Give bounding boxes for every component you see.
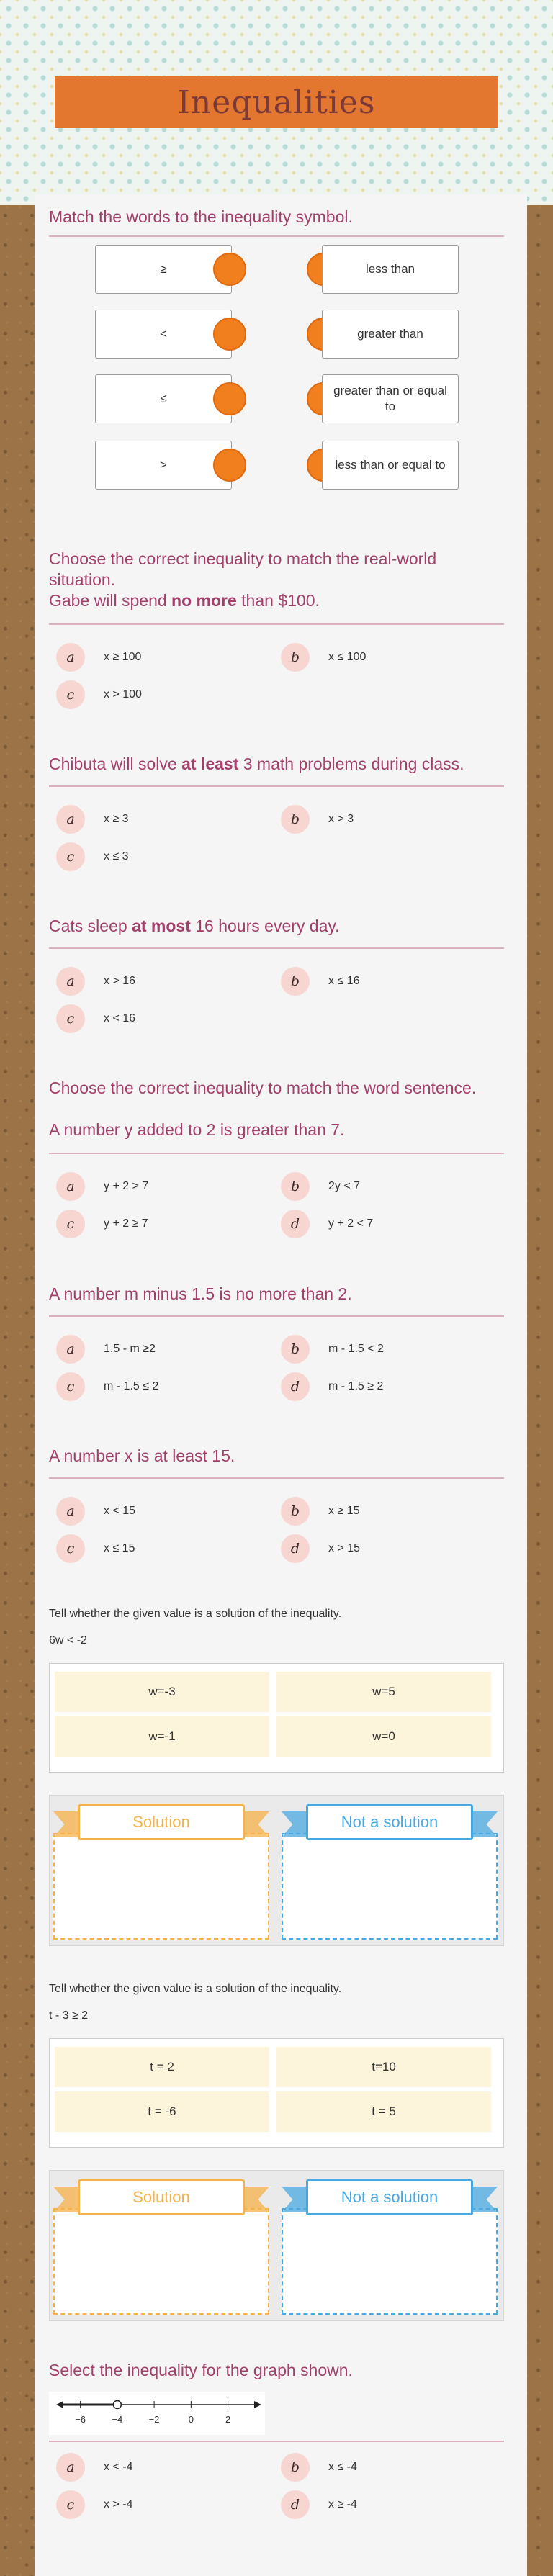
tick-label: −4 xyxy=(112,2414,123,2425)
solution-drop-zone[interactable] xyxy=(53,2208,269,2315)
option-text: m - 1.5 < 2 xyxy=(328,1343,384,1355)
answer-option[interactable] xyxy=(56,967,135,996)
question-text: Select the inequality for the graph shown. xyxy=(49,2361,353,2379)
emphasis-text: at most xyxy=(132,917,191,935)
option-letter-badge: d xyxy=(281,1534,310,1563)
option-letter-badge: c xyxy=(56,680,85,709)
right-arrowhead xyxy=(254,2401,261,2408)
draggable-value-tile[interactable]: t = 2 xyxy=(55,2047,269,2087)
match-connector-dot[interactable] xyxy=(213,318,246,351)
answer-option[interactable] xyxy=(56,1172,148,1201)
sort-panel xyxy=(49,1795,504,1946)
option-text: x > -4 xyxy=(104,2498,133,2510)
option-letter-badge: b xyxy=(281,1335,310,1364)
draggable-value-tile[interactable]: w=5 xyxy=(276,1672,491,1712)
question-text-part: Choose the correct inequality to match the word sentence. xyxy=(49,1078,477,1097)
option-text: m - 1.5 ≤ 2 xyxy=(104,1380,159,1392)
match-symbol-card[interactable]: ≥ xyxy=(95,245,232,294)
solution-label: Solution xyxy=(78,1804,245,1840)
option-text: 1.5 - m ≥2 xyxy=(104,1343,156,1355)
match-symbol-card[interactable]: < xyxy=(95,310,232,359)
answer-option[interactable] xyxy=(56,1372,158,1401)
question-text-part: Cats sleep xyxy=(49,917,132,935)
option-text: x ≥ 3 xyxy=(104,813,129,825)
option-text: x ≤ 100 xyxy=(328,651,367,663)
not-solution-ribbon xyxy=(282,1801,498,1845)
answer-option[interactable] xyxy=(56,842,129,871)
question-text xyxy=(49,1446,503,1467)
question-text xyxy=(49,549,503,590)
option-text: x > 15 xyxy=(328,1542,361,1554)
option-letter-badge: d xyxy=(281,2490,310,2519)
option-letter-badge: d xyxy=(281,1372,310,1401)
answer-option[interactable] xyxy=(281,1172,360,1201)
question-text xyxy=(49,590,503,611)
divider xyxy=(49,1153,504,1154)
answer-option[interactable] xyxy=(56,1335,156,1364)
option-text: x > 16 xyxy=(104,975,136,987)
answer-option[interactable] xyxy=(281,967,359,996)
question-text xyxy=(49,1284,503,1305)
answer-option[interactable] xyxy=(56,1497,135,1526)
match-word-card[interactable]: less than or equal to xyxy=(322,441,459,490)
divider xyxy=(49,623,504,625)
tick-label: −2 xyxy=(148,2414,160,2425)
question-text-part: 3 math problems during class. xyxy=(238,755,464,773)
option-letter-badge: a xyxy=(56,2453,85,2482)
sort-panel xyxy=(49,2170,504,2321)
option-letter-badge: c xyxy=(56,1534,85,1563)
option-letter-badge: b xyxy=(281,1172,310,1201)
solution-ribbon xyxy=(53,1801,269,1845)
match-symbol-card[interactable]: ≤ xyxy=(95,374,232,423)
option-text: x ≥ 100 xyxy=(104,651,142,663)
question-text xyxy=(49,1120,503,1140)
match-connector-dot[interactable] xyxy=(213,382,246,415)
instruction-text: Tell whether the given value is a solution of the inequality. xyxy=(49,1983,342,1995)
question-text-part: Chibuta will solve xyxy=(49,755,182,773)
answer-option[interactable] xyxy=(56,1004,135,1033)
answer-option[interactable] xyxy=(281,1497,359,1526)
divider xyxy=(49,947,504,949)
tick-label: 2 xyxy=(225,2414,231,2425)
option-text: x > 100 xyxy=(104,688,142,701)
question-text-part: Gabe will spend xyxy=(49,591,172,610)
option-text: 2y < 7 xyxy=(328,1180,361,1192)
option-letter-badge: b xyxy=(281,967,310,996)
emphasis-text: no more xyxy=(171,591,237,610)
solution-ribbon xyxy=(53,2176,269,2220)
question-text xyxy=(49,1078,503,1099)
answer-option[interactable] xyxy=(281,1335,384,1364)
draggable-value-tile[interactable]: w=-1 xyxy=(55,1716,269,1757)
option-text: m - 1.5 ≥ 2 xyxy=(328,1380,384,1392)
option-text: x < -4 xyxy=(104,2461,133,2473)
tick-label: 0 xyxy=(188,2414,194,2425)
option-letter-badge: a xyxy=(56,1172,85,1201)
emphasis-text: at least xyxy=(181,755,239,773)
option-letter-badge: b xyxy=(281,2453,310,2482)
draggable-value-tile[interactable]: w=0 xyxy=(276,1716,491,1757)
question-text-part: than $100. xyxy=(236,591,320,610)
not-solution-ribbon xyxy=(282,2176,498,2220)
question-text xyxy=(49,754,503,775)
option-letter-badge: a xyxy=(56,967,85,996)
option-letter-badge: a xyxy=(56,1335,85,1364)
answer-option[interactable] xyxy=(56,1534,135,1563)
option-letter-badge: c xyxy=(56,1210,85,1238)
option-letter-badge: d xyxy=(281,1210,310,1238)
instruction-text: Tell whether the given value is a solution of the inequality. xyxy=(49,1608,342,1620)
match-question: Match the words to the inequality symbol. xyxy=(49,207,353,226)
answer-option[interactable] xyxy=(281,1534,360,1563)
answer-option[interactable] xyxy=(56,643,141,672)
answer-option[interactable] xyxy=(56,2453,132,2482)
option-text: x < 15 xyxy=(104,1505,136,1517)
option-text: x ≤ 15 xyxy=(104,1542,135,1554)
question-text-part: A number x is at least 15. xyxy=(49,1446,235,1465)
not-solution-drop-zone[interactable] xyxy=(282,1833,498,1940)
option-text: x > 3 xyxy=(328,813,354,825)
match-word-card[interactable]: greater than xyxy=(322,310,459,359)
match-word-card[interactable]: greater than or equal to xyxy=(322,374,459,423)
option-letter-badge: c xyxy=(56,1004,85,1033)
answer-option[interactable] xyxy=(281,2453,357,2482)
option-text: x < 16 xyxy=(104,1012,136,1024)
number-line-graph xyxy=(49,2392,265,2435)
not-solution-label: Not a solution xyxy=(306,2179,473,2215)
divider xyxy=(49,235,504,237)
tick-label: −6 xyxy=(75,2414,86,2425)
answer-option[interactable] xyxy=(56,1210,148,1238)
option-letter-badge: a xyxy=(56,643,85,672)
option-letter-badge: a xyxy=(56,805,85,834)
option-text: y + 2 < 7 xyxy=(328,1217,374,1230)
solution-drop-zone[interactable] xyxy=(53,1833,269,1940)
question-text xyxy=(49,916,503,937)
question-text-part: Choose the correct inequality to match the real-world situation. xyxy=(49,549,437,589)
divider xyxy=(49,1315,504,1317)
option-letter-badge: c xyxy=(56,2490,85,2519)
draggable-value-tile[interactable]: w=-3 xyxy=(55,1672,269,1712)
divider xyxy=(49,785,504,787)
option-text: y + 2 > 7 xyxy=(104,1180,149,1192)
answer-option[interactable] xyxy=(56,680,142,709)
page-title: Inequalities xyxy=(55,76,498,128)
answer-option[interactable] xyxy=(281,1210,373,1238)
solution-label: Solution xyxy=(78,2179,245,2215)
match-connector-dot[interactable] xyxy=(213,253,246,286)
option-letter-badge: b xyxy=(281,1497,310,1526)
question-text-part: A number y added to 2 is greater than 7. xyxy=(49,1120,345,1139)
draggable-value-tile[interactable]: t=10 xyxy=(276,2047,491,2087)
match-symbol-card[interactable]: > xyxy=(95,441,232,490)
option-text: x ≤ 16 xyxy=(328,975,360,987)
option-letter-badge: c xyxy=(56,1372,85,1401)
option-text: y + 2 ≥ 7 xyxy=(104,1217,148,1230)
answer-option[interactable] xyxy=(281,2490,357,2519)
answer-option[interactable] xyxy=(281,643,366,672)
match-word-card[interactable]: less than xyxy=(322,245,459,294)
answer-option[interactable] xyxy=(56,805,129,834)
option-text: x ≤ -4 xyxy=(328,2461,357,2473)
answer-option[interactable] xyxy=(56,2490,132,2519)
not-solution-drop-zone[interactable] xyxy=(282,2208,498,2315)
inequality-text: t - 3 ≥ 2 xyxy=(49,2009,89,2022)
question-text-part: 16 hours every day. xyxy=(190,917,340,935)
draggable-value-tile[interactable]: t = 5 xyxy=(276,2091,491,2132)
question-text-part: A number m minus 1.5 is no more than 2. xyxy=(49,1284,352,1303)
answer-option[interactable] xyxy=(281,805,354,834)
answer-option[interactable] xyxy=(281,1372,383,1401)
option-text: x ≤ 3 xyxy=(104,850,129,863)
divider xyxy=(49,2441,504,2442)
option-letter-badge: a xyxy=(56,1497,85,1526)
divider xyxy=(49,1477,504,1479)
option-letter-badge: c xyxy=(56,842,85,871)
inequality-text: 6w < -2 xyxy=(49,1634,87,1647)
open-circle-point xyxy=(113,2401,121,2409)
draggable-value-tile[interactable]: t = -6 xyxy=(55,2091,269,2132)
option-text: x ≥ 15 xyxy=(328,1505,360,1517)
option-text: x ≥ -4 xyxy=(328,2498,357,2510)
option-letter-badge: b xyxy=(281,643,310,672)
match-connector-dot[interactable] xyxy=(213,449,246,482)
option-letter-badge: b xyxy=(281,805,310,834)
not-solution-label: Not a solution xyxy=(306,1804,473,1840)
